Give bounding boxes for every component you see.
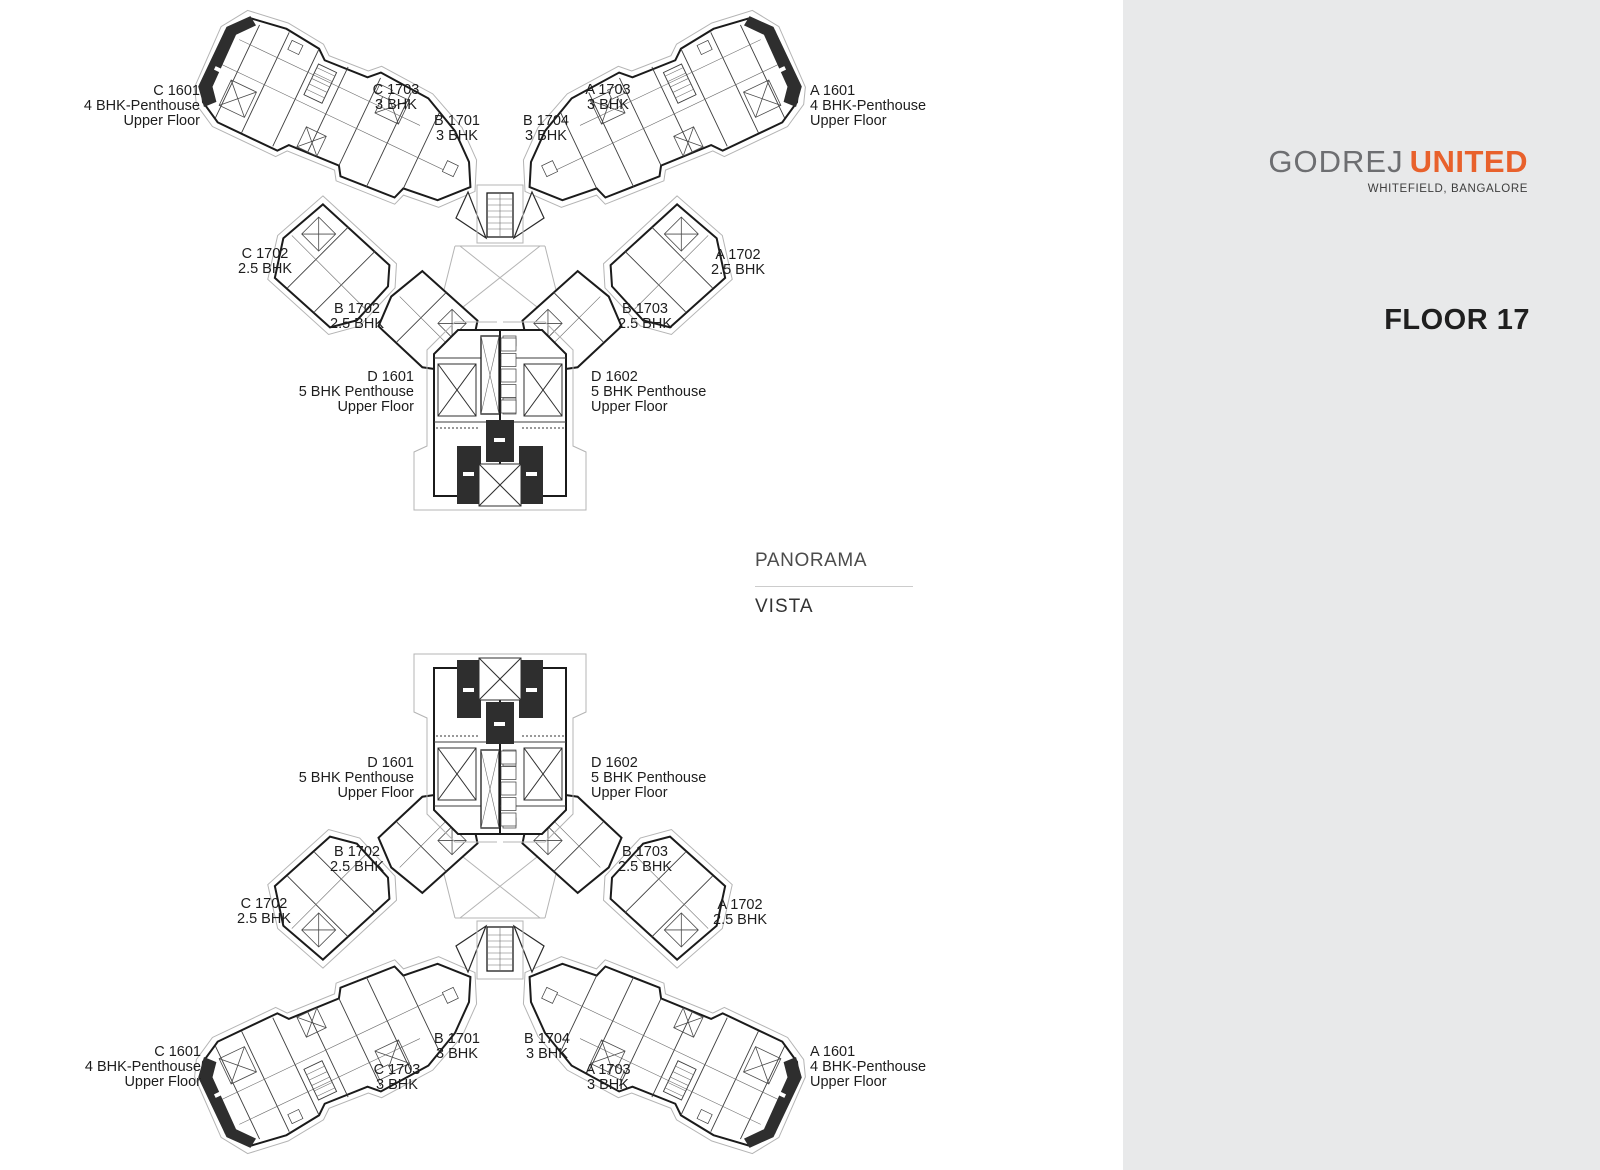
unit-type: 2.5 BHK (618, 859, 672, 875)
tower-legend (755, 551, 913, 617)
unit-type: 5 BHK Penthouse (298, 770, 414, 786)
unit-type: 2.5 BHK (711, 262, 765, 278)
unit-type: 2.5 BHK (618, 316, 672, 332)
unit-id: C 1601 (154, 1044, 201, 1060)
unit-note: Upper Floor (337, 785, 414, 801)
unit-type: 5 BHK Penthouse (298, 384, 414, 400)
unit-id: D 1602 (591, 755, 638, 771)
unit-note: Upper Floor (810, 113, 887, 129)
unit-label (713, 898, 767, 928)
unit-note: Upper Floor (810, 1074, 887, 1090)
unit-label (299, 370, 414, 415)
unit-type: 3 BHK (436, 128, 478, 144)
unit-type: 3 BHK (526, 1046, 568, 1062)
unit-label (84, 84, 200, 129)
side-panel (1123, 0, 1600, 1170)
unit-label (330, 845, 384, 875)
unit-label (591, 756, 706, 801)
unit-id: C 1702 (241, 246, 289, 262)
unit-type: 4 BHK-Penthouse (83, 98, 200, 114)
unit-id: D 1602 (591, 369, 638, 385)
unit-id: A 1702 (715, 247, 761, 263)
unit-note: Upper Floor (337, 399, 414, 415)
unit-id: B 1701 (434, 1031, 480, 1047)
unit-id: C 1703 (372, 82, 420, 98)
unit-note: Upper Floor (123, 113, 200, 129)
unit-label (238, 247, 292, 277)
unit-id: C 1702 (240, 896, 288, 912)
unit-id: B 1704 (523, 113, 569, 129)
unit-id: B 1704 (524, 1031, 570, 1047)
brand-united-text: UNITED (1409, 144, 1528, 179)
unit-id: D 1601 (367, 369, 414, 385)
brand-godrej-text: GODREJ (1268, 144, 1404, 179)
unit-type: 2.5 BHK (330, 859, 384, 875)
unit-id: B 1702 (334, 844, 380, 860)
brand-tagline: WHITEFIELD, BANGALORE (1367, 183, 1528, 195)
unit-label (373, 83, 420, 113)
unit-label (711, 248, 765, 278)
unit-id: A 1601 (810, 1044, 856, 1060)
tower-name-vista: VISTA (755, 596, 814, 617)
unit-id: C 1703 (373, 1062, 421, 1078)
unit-label (618, 302, 672, 332)
unit-label (810, 84, 926, 129)
unit-label (434, 114, 480, 144)
unit-type: 3 BHK (375, 97, 417, 113)
unit-id: B 1703 (622, 301, 668, 317)
unit-label (374, 1063, 421, 1093)
unit-label (585, 83, 630, 113)
unit-label (618, 845, 672, 875)
unit-type: 3 BHK (587, 97, 629, 113)
unit-type: 5 BHK Penthouse (591, 384, 707, 400)
unit-label (299, 756, 414, 801)
unit-type: 4 BHK-Penthouse (810, 1059, 927, 1075)
unit-type: 2.5 BHK (713, 912, 767, 928)
unit-id: B 1701 (434, 113, 480, 129)
unit-type: 3 BHK (376, 1077, 418, 1093)
unit-label (810, 1045, 926, 1090)
unit-note: Upper Floor (591, 399, 668, 415)
unit-type: 3 BHK (525, 128, 567, 144)
unit-type: 3 BHK (436, 1046, 478, 1062)
legend-divider (755, 586, 913, 587)
unit-label (330, 302, 384, 332)
unit-id: D 1601 (367, 755, 414, 771)
unit-type: 5 BHK Penthouse (591, 770, 707, 786)
unit-id: B 1702 (334, 301, 380, 317)
unit-label (523, 114, 569, 144)
brand-wordmark (1268, 144, 1528, 180)
unit-label (434, 1032, 480, 1062)
unit-type: 4 BHK-Penthouse (810, 98, 927, 114)
floor-title: FLOOR 17 (1384, 304, 1530, 336)
unit-type: 3 BHK (587, 1077, 629, 1093)
unit-type: 2.5 BHK (237, 911, 291, 927)
tower-name-panorama: PANORAMA (755, 550, 868, 571)
unit-type: 4 BHK-Penthouse (84, 1059, 201, 1075)
unit-id: B 1703 (622, 844, 668, 860)
unit-label (585, 1063, 630, 1093)
unit-label (237, 897, 291, 927)
unit-note: Upper Floor (124, 1074, 201, 1090)
unit-label (85, 1045, 201, 1090)
unit-id: A 1702 (717, 897, 763, 913)
unit-id: A 1703 (585, 82, 631, 98)
unit-note: Upper Floor (591, 785, 668, 801)
unit-label (524, 1032, 570, 1062)
unit-label (591, 370, 706, 415)
unit-type: 2.5 BHK (330, 316, 384, 332)
unit-id: C 1601 (153, 83, 200, 99)
unit-id: A 1703 (585, 1062, 631, 1078)
brand-logo (1268, 144, 1528, 195)
unit-id: A 1601 (810, 83, 856, 99)
unit-type: 2.5 BHK (238, 261, 292, 277)
